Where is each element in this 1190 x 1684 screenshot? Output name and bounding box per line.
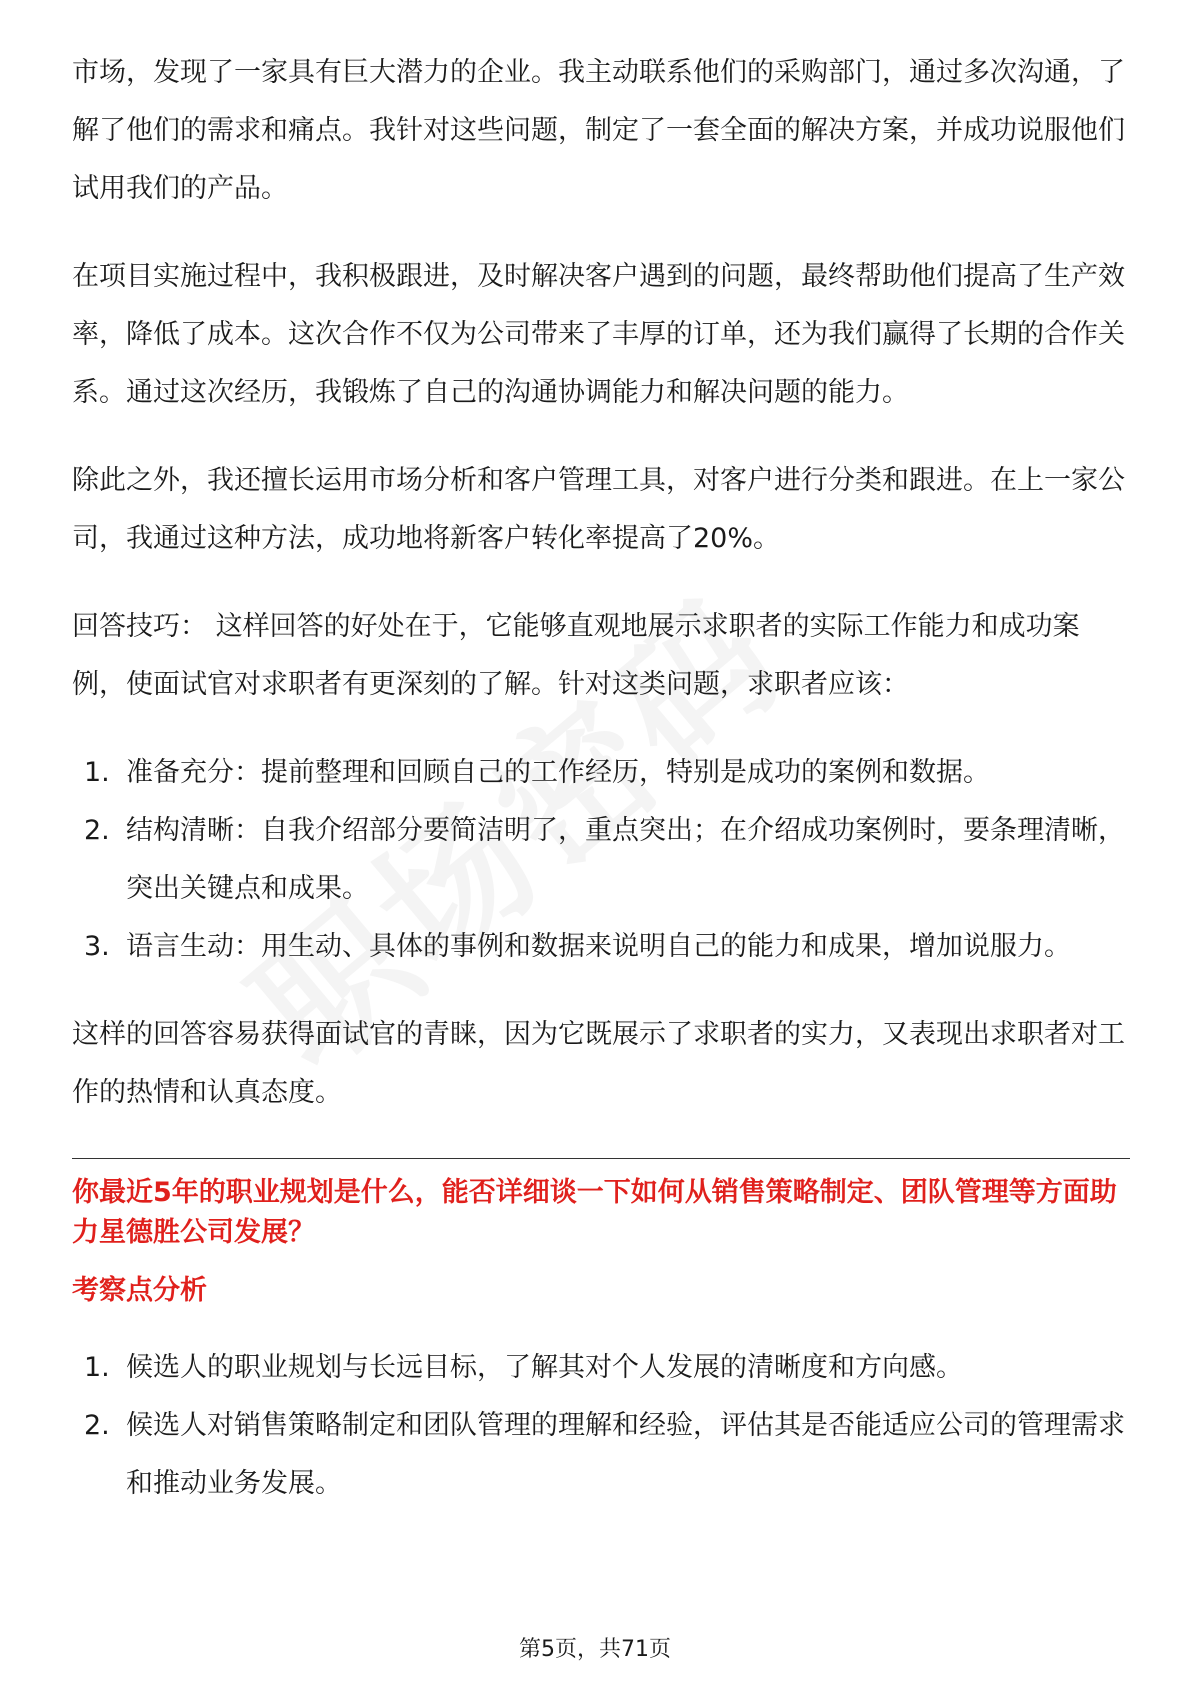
list-text: 准备充分：提前整理和回顾自己的工作经历，特别是成功的案例和数据。 <box>126 757 990 788</box>
list-item <box>72 744 1132 802</box>
list-number: 2. <box>84 1410 110 1441</box>
list-item <box>72 1339 1132 1397</box>
page-number: 第5页，共71页 <box>519 1637 671 1662</box>
list-number: 1. <box>84 757 110 788</box>
document-body <box>72 44 1132 1543</box>
tips-list <box>72 744 1132 976</box>
list-item <box>72 1397 1132 1513</box>
list-text: 语言生动：用生动、具体的事例和数据来说明自己的能力和成果，增加说服力。 <box>126 931 1071 962</box>
list-text: 候选人对销售策略制定和团队管理的理解和经验，评估其是否能适应公司的管理需求和推动业务发展。 <box>126 1410 1125 1499</box>
list-number: 2. <box>84 815 110 846</box>
analysis-list <box>72 1339 1132 1513</box>
paragraph: 除此之外，我还擅长运用市场分析和客户管理工具，对客户进行分类和跟进。在上一家公司，我通过这种方法，成功地将新客户转化率提高了20%。 <box>72 465 1125 554</box>
closing-paragraph: 这样的回答容易获得面试官的青睐，因为它既展示了求职者的实力，又表现出求职者对工作的热情和认真态度。 <box>72 1019 1125 1108</box>
paragraph: 市场，发现了一家具有巨大潜力的企业。我主动联系他们的采购部门，通过多次沟通，了解了他们的需求和痛点。我针对这些问题，制定了一套全面的解决方案，并成功说服他们试用我们的产品。 <box>72 57 1125 204</box>
list-text: 候选人的职业规划与长远目标，了解其对个人发展的清晰度和方向感。 <box>126 1352 963 1383</box>
analysis-heading: 考察点分析 <box>72 1275 207 1306</box>
list-item <box>72 918 1132 976</box>
section-divider <box>72 1158 1130 1159</box>
list-number: 1. <box>84 1352 110 1383</box>
list-text: 结构清晰：自我介绍部分要简洁明了，重点突出；在介绍成功案例时，要条理清晰，突出关键点和成果。 <box>126 815 1125 904</box>
list-item <box>72 802 1132 918</box>
interview-question: 你最近5年的职业规划是什么，能否详细谈一下如何从销售策略制定、团队管理等方面助力星德胜公司发展？ <box>72 1177 1117 1248</box>
answer-tips-intro: 回答技巧： 这样回答的好处在于，它能够直观地展示求职者的实际工作能力和成功案例，使面试官对求职者有更深刻的了解。针对这类问题，求职者应该： <box>72 611 1080 700</box>
paragraph: 在项目实施过程中，我积极跟进，及时解决客户遇到的问题，最终帮助他们提高了生产效率，降低了成本。这次合作不仅为公司带来了丰厚的订单，还为我们赢得了长期的合作关系。通过这次经历，我锻炼了自己的沟通协调能力和解决问题的能力。 <box>72 261 1125 408</box>
list-number: 3. <box>84 931 110 962</box>
